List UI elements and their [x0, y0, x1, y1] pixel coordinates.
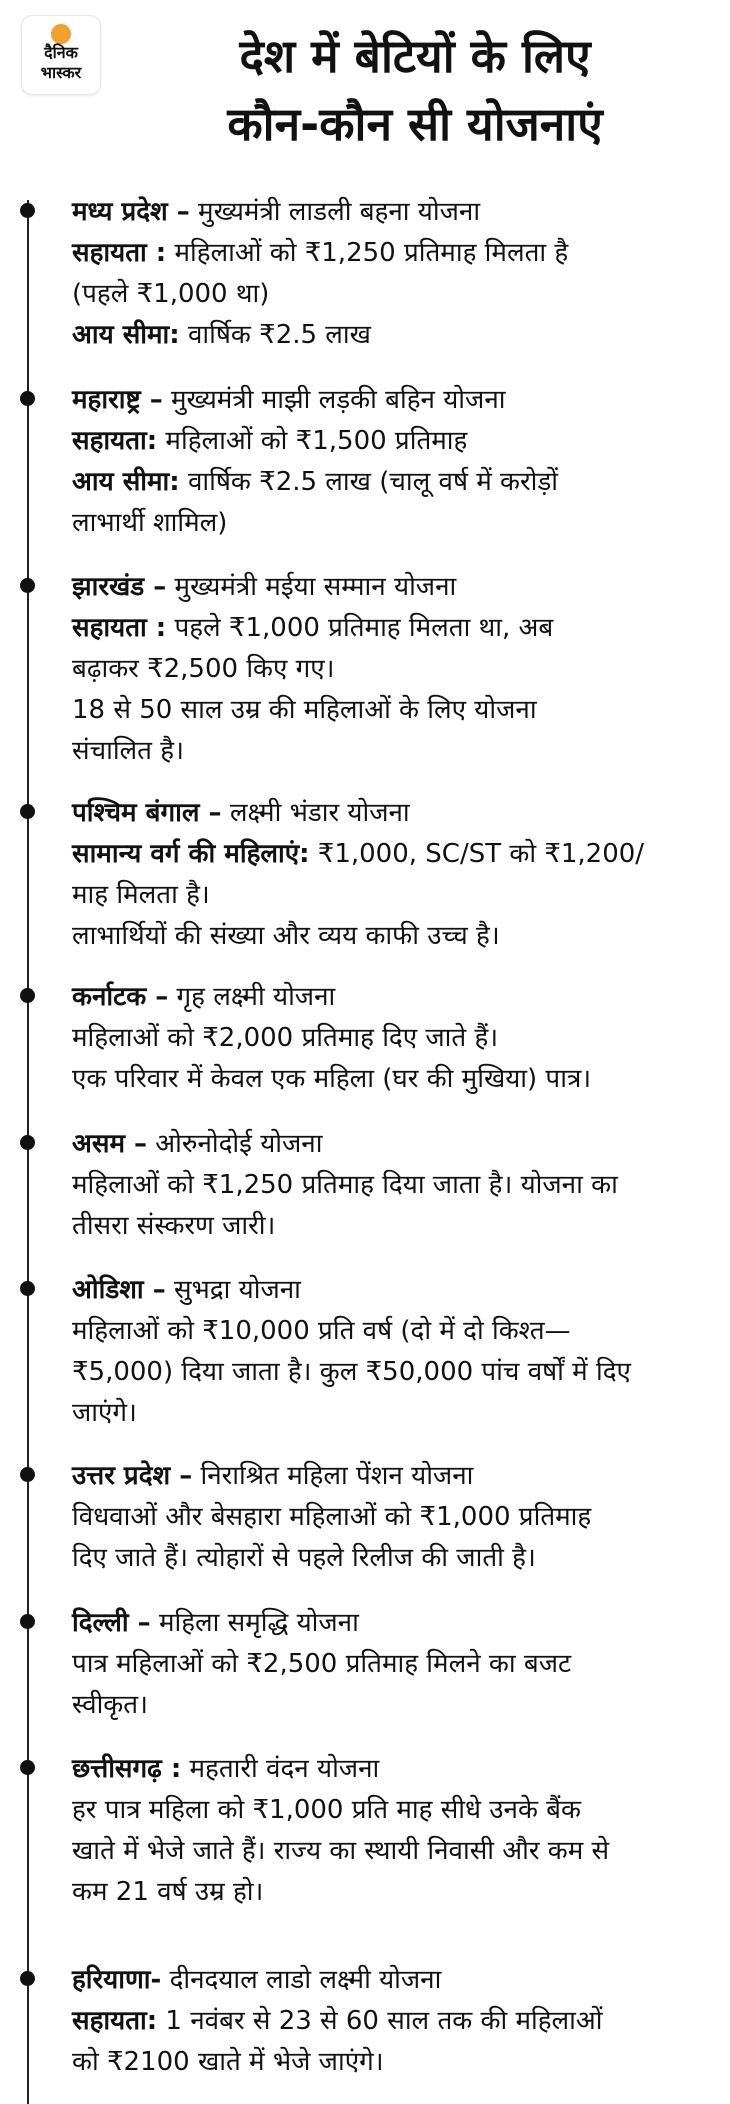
detail-label: सामान्य वर्ग की महिलाएं:: [72, 839, 310, 869]
scheme-heading: [72, 1456, 722, 1497]
detail-text: एक परिवार में केवल एक महिला (घर की मुखिया) पात्र।: [72, 1064, 592, 1094]
scheme-detail-line: [72, 875, 722, 916]
detail-label: सहायता:: [72, 2006, 158, 2036]
detail-text: जाएंगे।: [72, 1398, 137, 1428]
scheme-entry: [72, 793, 722, 957]
detail-text: कम 21 वर्ष उम्र हो।: [72, 1877, 264, 1907]
scheme-detail-line: [72, 1393, 722, 1434]
state-name: ओडिशा –: [72, 1275, 166, 1305]
detail-text: 1 नवंबर से 23 से 60 साल तक की महिलाओं: [157, 2006, 603, 2036]
scheme-detail-line: [72, 315, 722, 356]
bullet-dot-icon: [20, 988, 35, 1003]
scheme-entry: [72, 1124, 722, 1247]
scheme-detail-line: [72, 274, 722, 315]
bullet-dot-icon: [20, 1614, 35, 1629]
state-name: असम –: [72, 1129, 148, 1159]
state-name: हरियाणा-: [72, 1965, 162, 1995]
bullet-dot-icon: [20, 1971, 35, 1986]
scheme-name: ओरुनोदोई योजना: [147, 1129, 323, 1159]
state-name: झारखंड –: [72, 572, 167, 602]
detail-text: माह मिलता है।: [72, 880, 210, 910]
detail-text: तीसरा संस्करण जारी।: [72, 1211, 276, 1241]
state-name: कर्नाटक –: [72, 982, 169, 1012]
scheme-detail-line: [72, 233, 722, 274]
scheme-heading: [72, 1124, 722, 1165]
scheme-detail-line: [72, 1644, 722, 1685]
scheme-detail-line: [72, 1311, 722, 1352]
bullet-dot-icon: [20, 804, 35, 819]
detail-text: पात्र महिलाओं को ₹2,500 प्रतिमाह मिलने का बजट: [72, 1649, 572, 1679]
detail-text: पहले ₹1,000 प्रतिमाह मिलता था, अब: [166, 613, 554, 643]
scheme-detail-line: [72, 1831, 722, 1872]
scheme-heading: [72, 567, 722, 608]
scheme-name: महिला समृद्धि योजना: [150, 1608, 359, 1638]
scheme-name: महतारी वंदन योजना: [181, 1754, 380, 1784]
detail-text: हर पात्र महिला को ₹1,000 प्रति माह सीधे उनके बैंक: [72, 1795, 581, 1825]
scheme-heading: [72, 380, 722, 421]
scheme-entry: [72, 1456, 722, 1579]
state-name: महाराष्ट्र –: [72, 385, 163, 415]
bullet-dot-icon: [20, 578, 35, 593]
scheme-detail-line: [72, 1206, 722, 1247]
scheme-detail-line: [72, 1018, 722, 1059]
state-name: उत्तर प्रदेश –: [72, 1461, 193, 1491]
scheme-entry: [72, 380, 722, 544]
scheme-detail-line: [72, 462, 722, 503]
detail-label: सहायता :: [72, 238, 167, 268]
scheme-detail-line: [72, 1497, 722, 1538]
scheme-entry: [72, 1603, 722, 1726]
dainik-bhaskar-logo: [22, 16, 100, 94]
scheme-name: गृह लक्ष्मी योजना: [168, 982, 336, 1012]
scheme-detail-line: [72, 834, 722, 875]
scheme-heading: [72, 192, 722, 233]
bullet-dot-icon: [20, 1135, 35, 1150]
detail-text: महिलाओं को ₹1,500 प्रतिमाह: [157, 426, 468, 456]
detail-text: महिलाओं को ₹1,250 प्रतिमाह मिलता है: [166, 238, 569, 268]
scheme-name: दीनदयाल लाडो लक्ष्मी योजना: [161, 1965, 442, 1995]
detail-text: स्वीकृत।: [72, 1690, 148, 1720]
bullet-dot-icon: [20, 391, 35, 406]
state-name: मध्य प्रदेश –: [72, 197, 190, 227]
timeline-line: [27, 200, 29, 2104]
detail-text: विधवाओं और बेसहारा महिलाओं को ₹1,000 प्रतिमाह: [72, 1502, 592, 1532]
detail-label: आय सीमा:: [72, 320, 180, 350]
detail-text: को ₹2100 खाते में भेजे जाएंगे।: [72, 2047, 384, 2077]
scheme-name: मुख्यमंत्री माझी लड़की बहिन योजना: [162, 385, 506, 415]
scheme-name: मुख्यमंत्री मईया सम्मान योजना: [166, 572, 457, 602]
scheme-heading: [72, 1603, 722, 1644]
scheme-entry: [72, 1270, 722, 1434]
scheme-heading: [72, 1960, 722, 2001]
page-title: [115, 22, 715, 158]
detail-text: 18 से 50 साल उम्र की महिलाओं के लिए योजना: [72, 695, 537, 725]
scheme-detail-line: [72, 690, 722, 731]
scheme-name: लक्ष्मी भंडार योजना: [221, 798, 410, 828]
scheme-heading: [72, 1270, 722, 1311]
state-name: पश्चिम बंगाल –: [72, 798, 222, 828]
scheme-name: मुख्यमंत्री लाडली बहना योजना: [189, 197, 481, 227]
detail-text: लाभार्थियों की संख्या और व्यय काफी उच्च है।: [72, 921, 500, 951]
detail-text: संचालित है।: [72, 736, 184, 766]
scheme-detail-line: [72, 1872, 722, 1913]
title-line1: देश में बेटियों के लिए: [239, 29, 591, 83]
detail-text: बढ़ाकर ₹2,500 किए गए।: [72, 654, 335, 684]
detail-text: ₹1,000, SC/ST को ₹1,200/: [309, 839, 645, 869]
scheme-detail-line: [72, 1059, 722, 1100]
detail-text: (पहले ₹1,000 था): [72, 279, 270, 309]
title-line2: कौन-कौन सी योजनाएं: [227, 97, 603, 151]
scheme-detail-line: [72, 1538, 722, 1579]
scheme-detail-line: [72, 916, 722, 957]
scheme-entry: [72, 192, 722, 356]
scheme-entry: [72, 567, 722, 772]
detail-text: खाते में भेजे जाते हैं। राज्य का स्थायी निवासी और कम से: [72, 1836, 610, 1866]
detail-label: आय सीमा:: [72, 467, 180, 497]
scheme-detail-line: [72, 2001, 722, 2042]
detail-text: महिलाओं को ₹2,000 प्रतिमाह दिए जाते हैं।: [72, 1023, 499, 1053]
scheme-heading: [72, 793, 722, 834]
detail-text: वार्षिक ₹2.5 लाख: [179, 320, 371, 350]
bullet-dot-icon: [20, 1467, 35, 1482]
detail-text: दिए जाते हैं। त्योहारों से पहले रिलीज की जाती है।: [72, 1543, 536, 1573]
scheme-detail-line: [72, 1685, 722, 1726]
detail-text: लाभार्थी शामिल): [72, 508, 228, 538]
scheme-name: निराश्रित महिला पेंशन योजना: [192, 1461, 474, 1491]
detail-text: महिलाओं को ₹10,000 प्रति वर्ष (दो में दो किश्त—: [72, 1316, 571, 1346]
scheme-detail-line: [72, 1352, 722, 1393]
detail-label: सहायता :: [72, 613, 167, 643]
bullet-dot-icon: [20, 1760, 35, 1775]
scheme-detail-line: [72, 503, 722, 544]
detail-text: महिलाओं को ₹1,250 प्रतिमाह दिया जाता है। योजना का: [72, 1170, 618, 1200]
scheme-entry: [72, 1749, 722, 1913]
detail-text: ₹5,000) दिया जाता है। कुल ₹50,000 पांच वर्षों में दिए: [72, 1357, 631, 1387]
state-name: छत्तीसगढ़ :: [72, 1754, 182, 1784]
scheme-detail-line: [72, 1165, 722, 1206]
sun-icon: [51, 24, 71, 44]
logo-text-line2: भास्कर: [40, 63, 82, 82]
scheme-detail-line: [72, 2042, 722, 2083]
scheme-entry: [72, 977, 722, 1100]
scheme-heading: [72, 977, 722, 1018]
bullet-dot-icon: [20, 203, 35, 218]
scheme-detail-line: [72, 1790, 722, 1831]
detail-text: वार्षिक ₹2.5 लाख (चालू वर्ष में करोड़ों: [179, 467, 559, 497]
scheme-detail-line: [72, 731, 722, 772]
scheme-name: सुभद्रा योजना: [165, 1275, 301, 1305]
bullet-dot-icon: [20, 1281, 35, 1296]
scheme-heading: [72, 1749, 722, 1790]
scheme-entry: [72, 1960, 722, 2083]
logo-text-line1: दैनिक: [44, 43, 78, 62]
detail-label: सहायता:: [72, 426, 158, 456]
scheme-detail-line: [72, 421, 722, 462]
scheme-detail-line: [72, 608, 722, 649]
state-name: दिल्ली –: [72, 1608, 151, 1638]
scheme-detail-line: [72, 649, 722, 690]
